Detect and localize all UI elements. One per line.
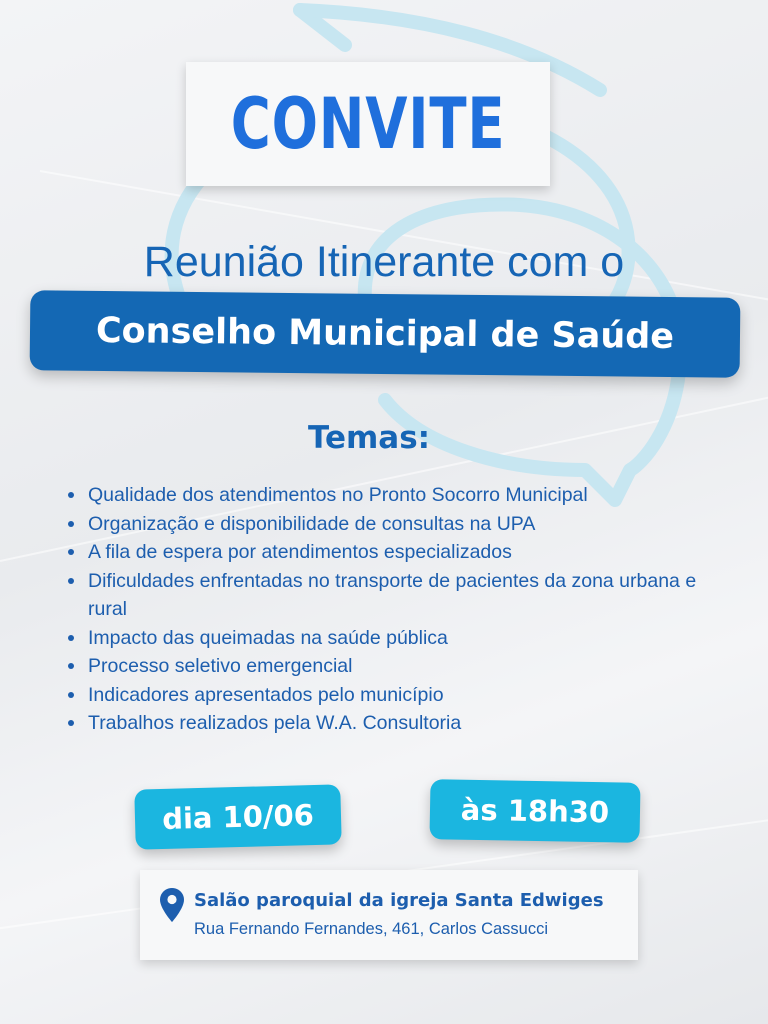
venue-name: Salão paroquial da igreja Santa Edwiges xyxy=(194,890,604,911)
date-label: dia 10/06 xyxy=(161,798,315,836)
venue-address: Rua Fernando Fernandes, 461, Carlos Cassucci xyxy=(194,920,549,938)
topics-heading: Temas: xyxy=(307,420,431,456)
council-banner xyxy=(30,290,741,377)
list-item: Organização e disponibilidade de consultas na UPA xyxy=(68,510,708,539)
time-badge xyxy=(429,779,640,843)
list-item: Qualidade dos atendimentos no Pronto Socorro Municipal xyxy=(68,481,708,510)
event-subtitle: Reunião Itinerante com o xyxy=(143,238,625,286)
list-item: Impacto das queimadas na saúde pública xyxy=(68,624,708,653)
list-item: Dificuldades enfrentadas no transporte de pacientes da zona urbana e rural xyxy=(68,567,708,624)
title-card xyxy=(186,62,550,186)
map-pin-icon xyxy=(160,888,184,922)
location-card xyxy=(140,870,638,960)
council-banner-text: Conselho Municipal de Saúde xyxy=(95,310,675,358)
time-label: às 18h30 xyxy=(460,792,610,830)
page-title: CONVITE xyxy=(230,83,506,165)
list-item: Processo seletivo emergencial xyxy=(68,652,708,681)
topics-list xyxy=(68,481,708,738)
list-item: A fila de espera por atendimentos especializados xyxy=(68,538,708,567)
date-badge xyxy=(134,784,342,849)
list-item: Trabalhos realizados pela W.A. Consultoria xyxy=(68,709,708,738)
list-item: Indicadores apresentados pelo município xyxy=(68,681,708,710)
